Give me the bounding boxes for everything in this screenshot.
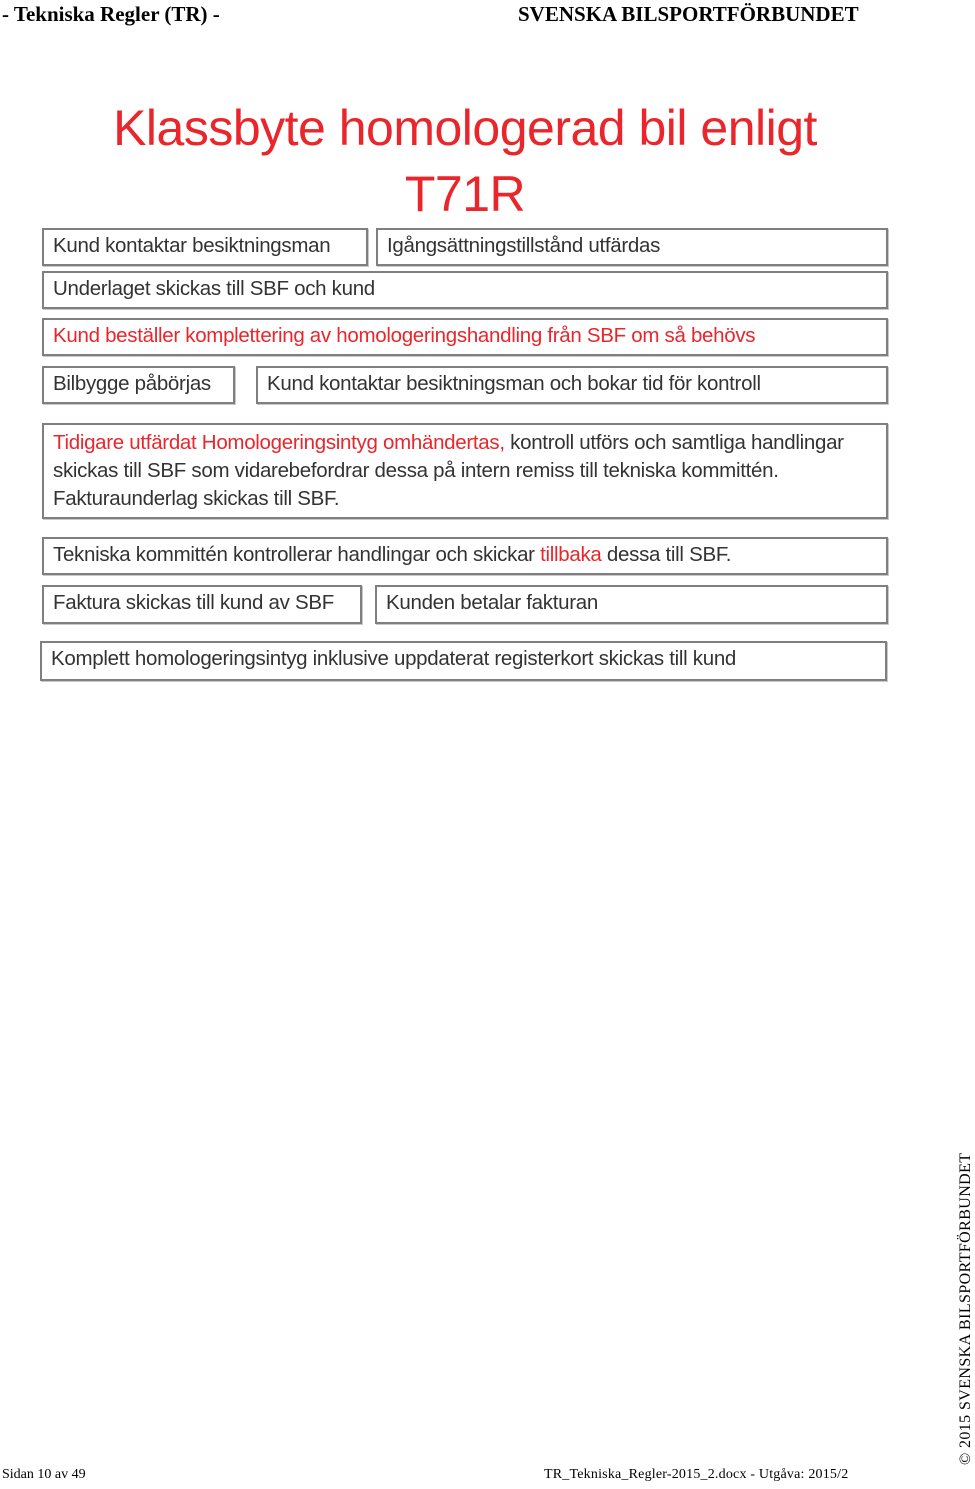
step-faktura: Faktura skickas till kund av SBF [42, 585, 362, 624]
step-bilbygge: Bilbygge påbörjas [42, 366, 235, 404]
step-bokar-tid: Kund kontaktar besiktningsman och bokar tid för kontroll [256, 366, 888, 404]
step-homologeringsintyg [42, 423, 888, 519]
copyright-notice: © 2015 SVENSKA BILSPORTFÖRBUNDET [957, 1152, 974, 1465]
step-homologeringsintyg-text: kontroll utförs och samtliga handlingar skickas till SBF som vidarebefordrar dessa på intern remiss till tekniska kommittén. Fakturaunderlag skickas till SBF. [53, 431, 844, 510]
header-title: - Tekniska Regler (TR) - [2, 2, 220, 26]
flowchart-title-line-1: Klassbyte homologerad bil enligt [113, 100, 817, 156]
step-kund-kontaktar: Kund kontaktar besiktningsman [42, 228, 368, 266]
step-tekniska-kommitten [42, 537, 888, 575]
header-organization: SVENSKA BILSPORTFÖRBUNDET [518, 2, 859, 26]
step-kunden-betalar: Kunden betalar fakturan [375, 585, 888, 624]
flowchart-title-line-2: T71R [404, 166, 526, 222]
document-name: TR_Tekniska_Regler-2015_2.docx - Utgåva: 2015/2 [544, 1467, 849, 1482]
flowchart-title [40, 95, 890, 227]
flowchart-figure [40, 95, 890, 685]
step-tekniska-highlight: tillbaka [540, 543, 602, 566]
step-underlaget: Underlaget skickas till SBF och kund [42, 271, 888, 309]
page-number: Sidan 10 av 49 [2, 1467, 86, 1482]
step-tekniska-text-a: Tekniska kommittén kontrollerar handlingar och skickar [53, 543, 541, 566]
step-homologeringsintyg-highlight: Tidigare utfärdat Homologeringsintyg omhändertas, [53, 431, 505, 454]
step-komplett-intyg: Komplett homologeringsintyg inklusive uppdaterat registerkort skickas till kund [40, 641, 887, 681]
step-igangsattning: Igångsättningstillstånd utfärdas [376, 228, 888, 266]
step-komplettering: Kund beställer komplettering av homologeringshandling från SBF om så behövs [42, 318, 888, 356]
step-tekniska-text-b: dessa till SBF. [601, 543, 732, 566]
